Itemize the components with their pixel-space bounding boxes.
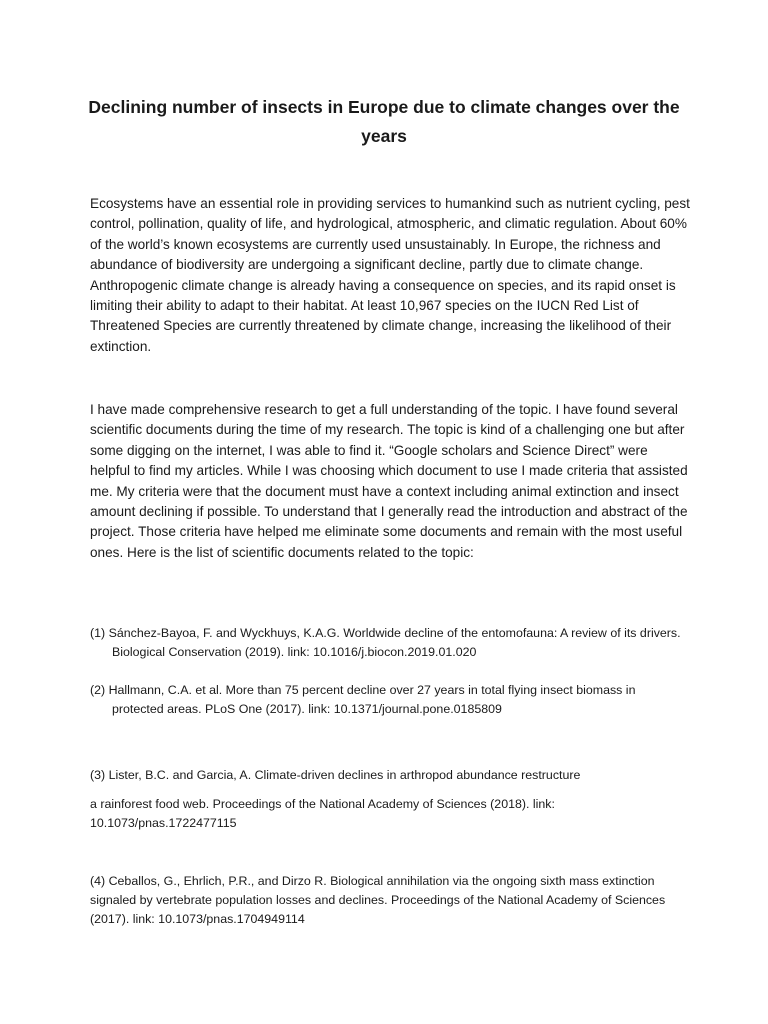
research-paragraph: I have made comprehensive research to get a full understanding of the topic. I have found several scientific documents during the time of my research. The topic is kind of a challenging one but after some digging on the internet, I was able to find it. “Google scholars and Science Direct” were helpful to find my articles. While I was choosing which document to use I made criteria that assisted me. My criteria were that the document must have a context including animal extinction and insect amount declining if possible. To understand that I generally read the introduction and abstract of the project. Those criteria have helped me eliminate some documents and remain with the most useful ones. Here is the list of scientific documents related to the topic: [90,402,688,560]
intro-paragraph: Ecosystems have an essential role in providing services to humankind such as nutrient cycling, pest control, pollination, quality of life, and hydrological, atmospheric, and climatic regulation. About 60% of the world’s known ecosystems are currently used unsustainably. In Europe, the richness and abundance of biodiversity are undergoing a significant decline, partly due to climate change. Anthropogenic climate change is already having a consequence on species, and its rapid onset is limiting their ability to adapt to their habitat. At least 10,967 species on the IUCN Red List of Threatened Species are currently threatened by climate change, increasing the likelihood of their extinction. [90,196,690,354]
reference-item-3-continuation: a rainforest food web. Proceedings of the National Academy of Sciences (2018). link: 10.1073/pnas.1722477115 [90,797,555,830]
reference-item-2: (2) Hallmann, C.A. et al. More than 75 percent decline over 27 years in total flying insect biomass in protected areas. PLoS One (2017). link: 10.1371/journal.pone.0185809 [90,683,636,716]
reference-item-4: (4) Ceballos, G., Ehrlich, P.R., and Dirzo R. Biological annihilation via the ongoing sixth mass extinction signaled by vertebrate population losses and declines. Proceedings of the National Academy of Sciences (2017). link: 10.1073/pnas.1704949114 [90,874,666,926]
reference-item-1: (1) Sánchez-Bayoa, F. and Wyckhuys, K.A.G. Worldwide decline of the entomofauna: A review of its drivers. Biological Conservation (2019). link: 10.1016/j.biocon.2019.01.020 [90,626,681,659]
reference-item-3-line-1: (3) Lister, B.C. and Garcia, A. Climate-driven declines in arthropod abundance restructure [90,768,581,782]
document-title: Declining number of insects in Europe due to climate changes over the years [88,97,680,146]
